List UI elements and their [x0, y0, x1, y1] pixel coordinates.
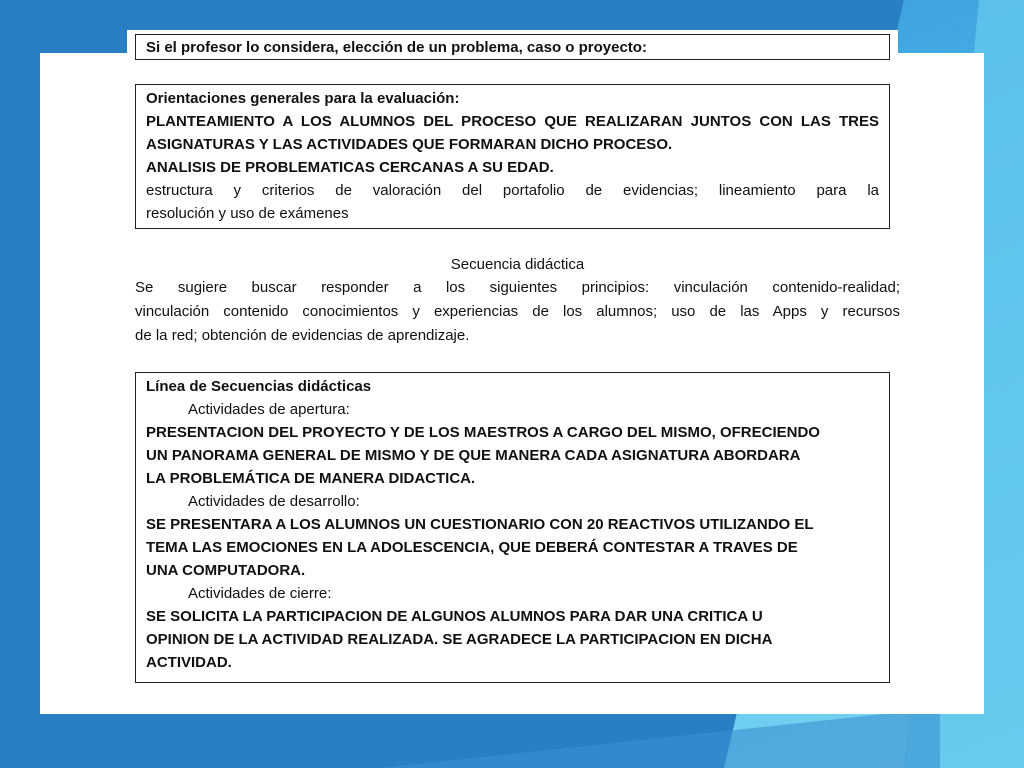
- cierre-line: OPINION DE LA ACTIVIDAD REALIZADA. SE AGRADECE LA PARTICIPACION EN DICHA: [146, 631, 773, 648]
- secuencia-line: de la red; obtención de evidencias de aprendizaje.: [135, 327, 470, 344]
- desarrollo-label: Actividades de desarrollo:: [188, 493, 360, 510]
- background-shape-bottom: [380, 708, 940, 768]
- secuencia-heading: Secuencia didáctica: [450, 256, 585, 273]
- secuencia-line: Se sugiere buscar responder a los siguientes principios: vinculación contenido-realidad;: [135, 279, 900, 296]
- apertura-line: PRESENTACION DEL PROYECTO Y DE LOS MAESTROS A CARGO DEL MISMO, OFRECIENDO: [146, 424, 820, 441]
- apertura-line: LA PROBLEMÁTICA DE MANERA DIDACTICA.: [146, 470, 476, 487]
- problem-selection-title: Si el profesor lo considera, elección de un problema, caso o proyecto:: [146, 39, 647, 56]
- evaluation-title: Orientaciones generales para la evaluación:: [146, 90, 460, 107]
- linea-title: Línea de Secuencias didácticas: [146, 378, 372, 395]
- desarrollo-line: TEMA LAS EMOCIONES EN LA ADOLESCENCIA, QUE DEBERÁ CONTESTAR A TRAVES DE: [146, 539, 798, 556]
- desarrollo-line: SE PRESENTARA A LOS ALUMNOS UN CUESTIONARIO CON 20 REACTIVOS UTILIZANDO EL: [146, 516, 814, 533]
- evaluation-guidelines-box: [135, 84, 890, 229]
- cierre-label: Actividades de cierre:: [188, 585, 332, 602]
- evaluation-line: ANALISIS DE PROBLEMATICAS CERCANAS A SU EDAD.: [146, 159, 554, 176]
- desarrollo-line: UNA COMPUTADORA.: [146, 562, 306, 579]
- evaluation-line: PLANTEAMIENTO A LOS ALUMNOS DEL PROCESO QUE REALIZARAN JUNTOS CON LAS TRES: [146, 113, 879, 130]
- secuencia-line: vinculación contenido conocimientos y experiencias de los alumnos; uso de las Apps y recursos: [135, 303, 900, 320]
- apertura-line: UN PANORAMA GENERAL DE MISMO Y DE QUE MANERA CADA ASIGNATURA ABORDARA: [146, 447, 801, 464]
- cierre-line: ACTIVIDAD.: [146, 654, 232, 671]
- linea-secuencias-box: [135, 372, 890, 683]
- evaluation-line: resolución y uso de exámenes: [146, 205, 349, 222]
- evaluation-line: ASIGNATURAS Y LAS ACTIVIDADES QUE FORMARAN DICHO PROCESO.: [146, 136, 673, 153]
- problem-selection-box: [135, 34, 890, 60]
- cierre-line: SE SOLICITA LA PARTICIPACION DE ALGUNOS ALUMNOS PARA DAR UNA CRITICA U: [146, 608, 763, 625]
- evaluation-line: estructura y criterios de valoración del portafolio de evidencias; lineamiento para la: [146, 182, 879, 199]
- apertura-label: Actividades de apertura:: [188, 401, 350, 418]
- secuencia-didactica-section: [135, 254, 900, 348]
